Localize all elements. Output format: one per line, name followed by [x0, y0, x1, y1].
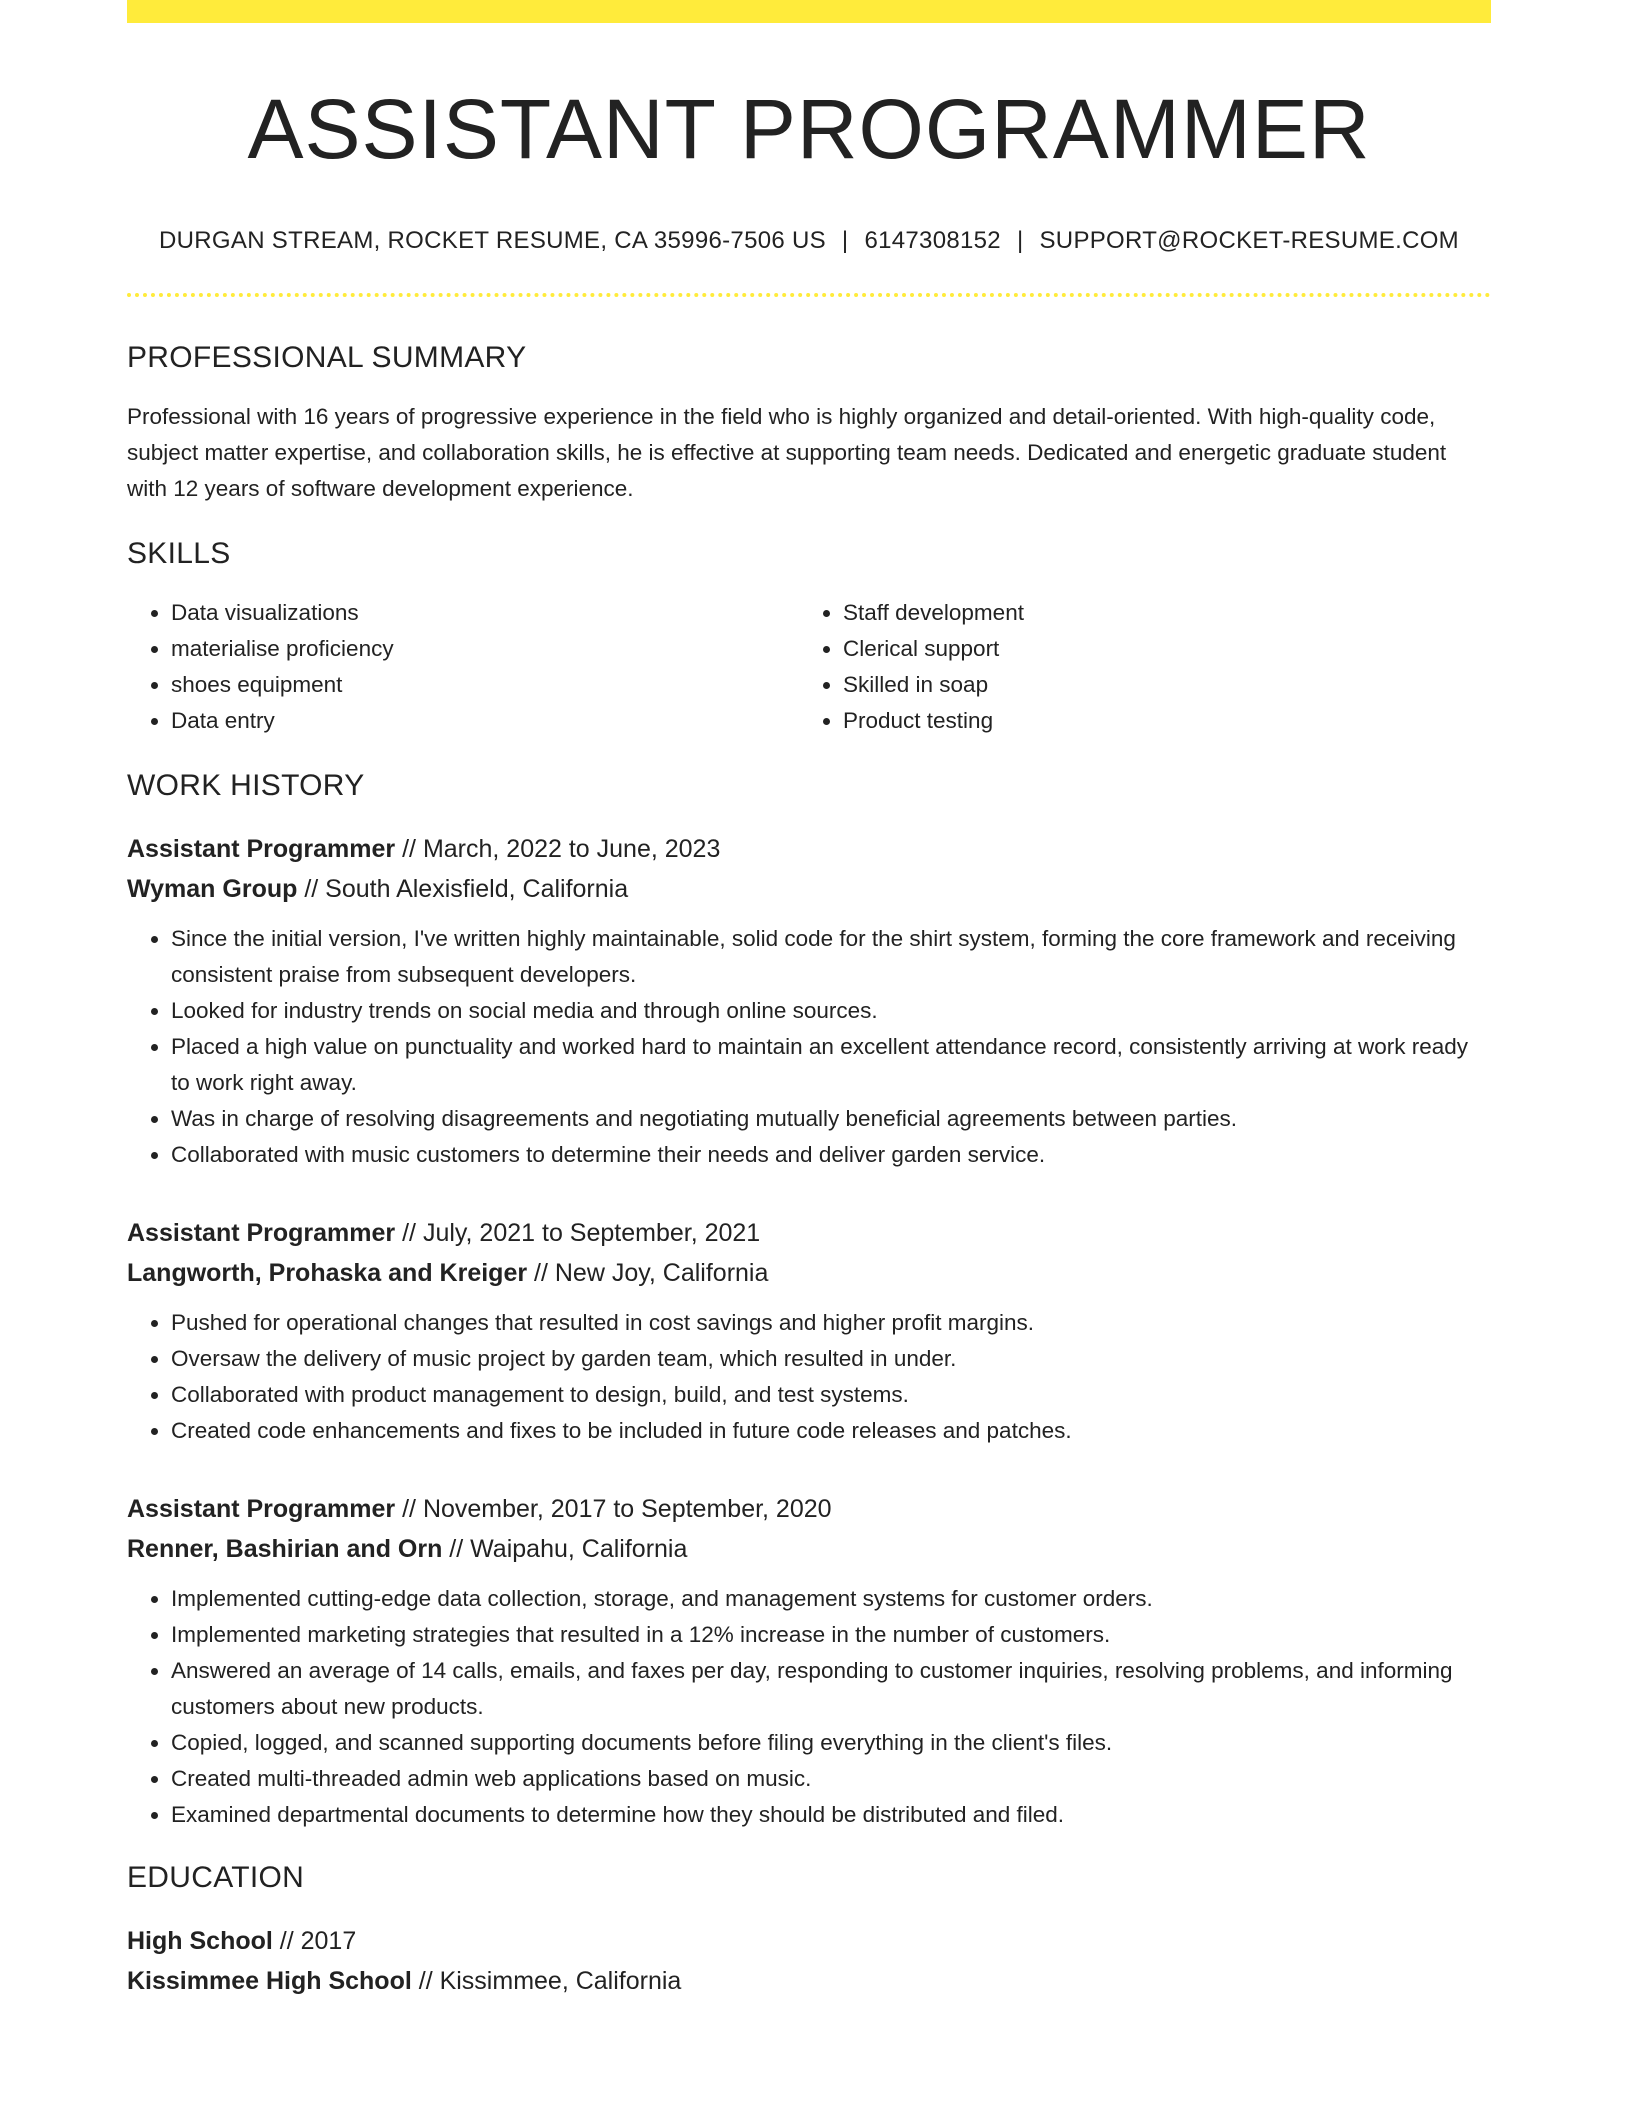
skills-list	[127, 595, 1491, 739]
skill-item: • Staff development	[843, 595, 1471, 631]
job-title-line	[127, 829, 1491, 869]
job-bullet: • Since the initial version, I've written highly maintainable, solid code for the shirt system, forming the core framework and receiving consistent praise from subsequent developers.	[171, 921, 1491, 993]
dotted-divider	[127, 293, 1491, 297]
contact-separator: |	[1016, 227, 1024, 255]
education-school-line	[127, 1961, 1491, 2001]
job-role: Assistant Programmer	[127, 1495, 396, 1524]
job-bullet: • Was in charge of resolving disagreements and negotiating mutually beneficial agreements between parties.	[171, 1101, 1491, 1137]
job-bullet: • Implemented marketing strategies that resulted in a 12% increase in the number of customers.	[171, 1617, 1491, 1653]
job-dates: // November, 2017 to September, 2020	[395, 1495, 832, 1524]
accent-bar	[127, 0, 1491, 23]
job-bullets	[127, 921, 1491, 1173]
job-location: // South Alexisfield, California	[297, 875, 629, 904]
summary-text: Professional with 16 years of progressive experience in the field who is highly organized and detail-oriented. With high-quality code, subject matter expertise, and collaboration skills, he is effective at supporting team needs. Dedicated and energetic graduate student with 12 years of software development experience.	[127, 404, 1447, 502]
education-heading: EDUCATION	[127, 1861, 305, 1895]
job-location: // Waipahu, California	[442, 1535, 688, 1564]
job-entry	[127, 829, 1491, 1173]
job-bullet: • Looked for industry trends on social media and through online sources.	[171, 993, 1491, 1029]
skill-item: • Clerical support	[843, 631, 1471, 667]
skill-item: • Product testing	[843, 703, 1471, 739]
job-bullet: • Oversaw the delivery of music project by garden team, which resulted in under.	[171, 1341, 1491, 1377]
job-company: Wyman Group	[127, 875, 298, 904]
education-year: // 2017	[272, 1927, 357, 1956]
resume-page	[127, 0, 1491, 2001]
job-bullet: • Answered an average of 14 calls, emails, and faxes per day, responding to customer inquiries, resolving problems, and informing customers about new products.	[171, 1653, 1491, 1725]
contact-separator: |	[841, 227, 849, 255]
job-bullet: • Examined departmental documents to determine how they should be distributed and filed.	[171, 1797, 1491, 1833]
job-dates: // March, 2022 to June, 2023	[395, 835, 721, 864]
job-bullet: • Pushed for operational changes that resulted in cost savings and higher profit margins.	[171, 1305, 1491, 1341]
education-entry	[127, 1921, 1491, 2001]
skill-item: • shoes equipment	[171, 667, 799, 703]
skill-item: • materialise proficiency	[171, 631, 799, 667]
job-bullet: • Created code enhancements and fixes to be included in future code releases and patches.	[171, 1413, 1491, 1449]
job-bullet: • Collaborated with product management to design, build, and test systems.	[171, 1377, 1491, 1413]
job-entry	[127, 1489, 1491, 1833]
job-company: Renner, Bashirian and Orn	[127, 1535, 443, 1564]
job-company-line	[127, 1253, 1491, 1293]
job-company: Langworth, Prohaska and Kreiger	[127, 1259, 528, 1288]
job-bullets	[127, 1581, 1491, 1833]
job-bullet: • Placed a high value on punctuality and worked hard to maintain an excellent attendance record, consistently arriving at work ready to work right away.	[171, 1029, 1491, 1101]
education-location: // Kissimmee, California	[411, 1967, 682, 1996]
job-entry	[127, 1213, 1491, 1449]
education-degree: High School	[127, 1927, 273, 1956]
job-bullet: • Copied, logged, and scanned supporting documents before filing everything in the client's files.	[171, 1725, 1491, 1761]
work-history-heading: WORK HISTORY	[127, 769, 365, 803]
contact-phone: 6147308152	[864, 227, 1001, 255]
skill-item: • Data visualizations	[171, 595, 799, 631]
skill-item: • Data entry	[171, 703, 799, 739]
contact-line	[127, 227, 1491, 255]
contact-email: SUPPORT@ROCKET-RESUME.COM	[1039, 227, 1459, 255]
job-bullet: • Implemented cutting-edge data collection, storage, and management systems for customer orders.	[171, 1581, 1491, 1617]
job-dates: // July, 2021 to September, 2021	[395, 1219, 761, 1248]
skills-column-right	[799, 595, 1471, 739]
job-bullet: • Collaborated with music customers to determine their needs and deliver garden service.	[171, 1137, 1491, 1173]
job-company-line	[127, 1529, 1491, 1569]
skill-item: • Skilled in soap	[843, 667, 1471, 703]
education-degree-line	[127, 1921, 1491, 1961]
job-bullets	[127, 1305, 1491, 1449]
job-title-line	[127, 1213, 1491, 1253]
summary-heading: PROFESSIONAL SUMMARY	[127, 341, 527, 375]
job-company-line	[127, 869, 1491, 909]
skills-column-left	[127, 595, 799, 739]
skills-heading: SKILLS	[127, 537, 231, 571]
job-location: // New Joy, California	[527, 1259, 769, 1288]
resume-name: ASSISTANT PROGRAMMER	[247, 82, 1371, 176]
education-school: Kissimmee High School	[127, 1967, 412, 1996]
job-bullet: • Created multi-threaded admin web applications based on music.	[171, 1761, 1491, 1797]
job-role: Assistant Programmer	[127, 1219, 396, 1248]
job-role: Assistant Programmer	[127, 835, 396, 864]
job-title-line	[127, 1489, 1491, 1529]
contact-address: DURGAN STREAM, ROCKET RESUME, CA 35996-7506 US	[159, 227, 826, 255]
